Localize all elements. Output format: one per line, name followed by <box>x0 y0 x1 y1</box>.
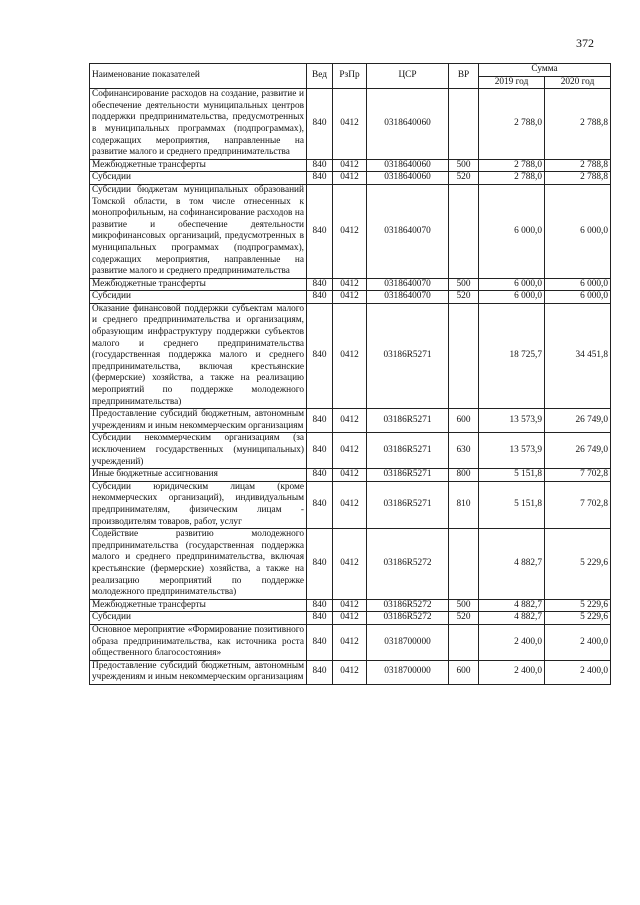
row-ved: 840 <box>307 481 333 528</box>
row-name: Оказание финансовой поддержки субъектам малого и среднего предпринимательства и организациям, образующим инфраструктуру поддержки субъектов малого и среднего предпринимательства (государственная поддержка малого и среднего предпринимательства, включая крестьянские (фермерские) хозяйства, а также на реализацию мероприятий по поддержке молодежного предпринимательства) <box>90 303 307 408</box>
row-sum-2019: 4 882,7 <box>479 529 545 600</box>
row-sum-2019: 13 573,9 <box>479 409 545 433</box>
row-vr: 600 <box>449 660 479 684</box>
row-sum-2019: 5 151,8 <box>479 469 545 482</box>
row-csr: 03186R5271 <box>367 409 449 433</box>
table-row <box>90 303 611 408</box>
row-sum-2020: 5 229,6 <box>545 612 611 625</box>
row-name: Софинансирование расходов на создание, развитие и обеспечение деятельности муниципальных центров поддержки предпринимательства, предусмотренных в муниципальных программах (подпрограммах), содержащих мероприятия, направленные на развитие малого и среднего предпринимательства <box>90 89 307 160</box>
row-csr: 0318700000 <box>367 660 449 684</box>
row-ved: 840 <box>307 660 333 684</box>
row-name: Субсидии юридическим лицам (кроме некоммерческих организаций), индивидуальным предпринимателям, физическим лицам - производителям товаров, работ, услуг <box>90 481 307 528</box>
row-vr: 520 <box>449 172 479 185</box>
row-ved: 840 <box>307 409 333 433</box>
row-rzpr: 0412 <box>333 303 367 408</box>
row-ved: 840 <box>307 184 333 278</box>
row-sum-2020: 6 000,0 <box>545 278 611 291</box>
row-vr: 520 <box>449 612 479 625</box>
row-rzpr: 0412 <box>333 612 367 625</box>
row-name: Предоставление субсидий бюджетным, автономным учреждениям и иным некоммерческим организациям <box>90 409 307 433</box>
row-csr: 03186R5271 <box>367 481 449 528</box>
row-csr: 03186R5271 <box>367 469 449 482</box>
row-sum-2020: 6 000,0 <box>545 184 611 278</box>
row-rzpr: 0412 <box>333 159 367 172</box>
row-vr <box>449 303 479 408</box>
row-sum-2019: 18 725,7 <box>479 303 545 408</box>
row-rzpr: 0412 <box>333 89 367 160</box>
row-sum-2020: 7 702,8 <box>545 469 611 482</box>
row-rzpr: 0412 <box>333 433 367 469</box>
row-rzpr: 0412 <box>333 529 367 600</box>
row-ved: 840 <box>307 159 333 172</box>
row-name: Межбюджетные трансферты <box>90 278 307 291</box>
row-sum-2019: 6 000,0 <box>479 278 545 291</box>
row-csr: 0318700000 <box>367 624 449 660</box>
table-row <box>90 481 611 528</box>
row-csr: 03186R5272 <box>367 529 449 600</box>
row-vr: 810 <box>449 481 479 528</box>
row-vr: 800 <box>449 469 479 482</box>
row-vr <box>449 529 479 600</box>
table-row <box>90 278 611 291</box>
row-vr: 630 <box>449 433 479 469</box>
header-2020: 2020 год <box>545 76 611 89</box>
row-ved: 840 <box>307 291 333 304</box>
row-sum-2019: 6 000,0 <box>479 184 545 278</box>
row-ved: 840 <box>307 624 333 660</box>
header-sum: Сумма <box>479 64 611 77</box>
row-rzpr: 0412 <box>333 599 367 612</box>
row-sum-2019: 2 400,0 <box>479 660 545 684</box>
row-vr <box>449 624 479 660</box>
row-rzpr: 0412 <box>333 172 367 185</box>
header-2019: 2019 год <box>479 76 545 89</box>
row-csr: 0318640070 <box>367 184 449 278</box>
row-vr: 500 <box>449 278 479 291</box>
row-sum-2020: 26 749,0 <box>545 409 611 433</box>
row-vr <box>449 184 479 278</box>
row-ved: 840 <box>307 529 333 600</box>
row-name: Межбюджетные трансферты <box>90 599 307 612</box>
row-csr: 03186R5272 <box>367 612 449 625</box>
row-rzpr: 0412 <box>333 624 367 660</box>
row-ved: 840 <box>307 172 333 185</box>
row-ved: 840 <box>307 469 333 482</box>
row-sum-2020: 34 451,8 <box>545 303 611 408</box>
row-sum-2019: 4 882,7 <box>479 612 545 625</box>
table-row <box>90 159 611 172</box>
row-vr: 520 <box>449 291 479 304</box>
table-row <box>90 599 611 612</box>
table-row <box>90 409 611 433</box>
table-row <box>90 184 611 278</box>
row-name: Содействие развитию молодежного предпринимательства (государственная поддержка малого и среднего предпринимательства, включая крестьянские (фермерские) хозяйства, а также на реализацию мероприятий по поддержке молодежного предпринимательства) <box>90 529 307 600</box>
header-vr: ВР <box>449 64 479 89</box>
table-row <box>90 172 611 185</box>
row-rzpr: 0412 <box>333 184 367 278</box>
row-sum-2020: 5 229,6 <box>545 599 611 612</box>
row-sum-2019: 6 000,0 <box>479 291 545 304</box>
table-row <box>90 660 611 684</box>
row-sum-2019: 13 573,9 <box>479 433 545 469</box>
row-ved: 840 <box>307 599 333 612</box>
row-sum-2020: 26 749,0 <box>545 433 611 469</box>
row-sum-2019: 2 788,0 <box>479 89 545 160</box>
header-csr: ЦСР <box>367 64 449 89</box>
row-rzpr: 0412 <box>333 481 367 528</box>
row-sum-2019: 4 882,7 <box>479 599 545 612</box>
row-ved: 840 <box>307 89 333 160</box>
table-row <box>90 529 611 600</box>
budget-table <box>89 63 611 685</box>
row-name: Иные бюджетные ассигнования <box>90 469 307 482</box>
row-name: Субсидии бюджетам муниципальных образований Томской области, в том числе отнесенных к монопрофильным, на софинансирование расходов на развитие и обеспечение деятельности микрофинансовых организаций, предусмотренных в муниципальных программах (подпрограммах), содержащих мероприятия, направленные на развитие малого и среднего предпринимательства <box>90 184 307 278</box>
header-rzpr: РзПр <box>333 64 367 89</box>
row-csr: 0318640070 <box>367 278 449 291</box>
page-number: 372 <box>576 36 594 50</box>
row-ved: 840 <box>307 433 333 469</box>
row-csr: 0318640060 <box>367 159 449 172</box>
row-csr: 0318640060 <box>367 89 449 160</box>
row-sum-2020: 2 400,0 <box>545 624 611 660</box>
row-sum-2020: 2 788,8 <box>545 159 611 172</box>
row-name: Субсидии некоммерческим организациям (за исключением государственных (муниципальных) учреждений) <box>90 433 307 469</box>
row-ved: 840 <box>307 612 333 625</box>
row-csr: 0318640060 <box>367 172 449 185</box>
row-csr: 03186R5271 <box>367 433 449 469</box>
header-name: Наименование показателей <box>90 64 307 89</box>
row-sum-2019: 2 788,0 <box>479 172 545 185</box>
table-row <box>90 433 611 469</box>
row-vr: 500 <box>449 599 479 612</box>
table-row <box>90 89 611 160</box>
row-ved: 840 <box>307 303 333 408</box>
row-rzpr: 0412 <box>333 469 367 482</box>
row-sum-2020: 2 788,8 <box>545 89 611 160</box>
table-row <box>90 624 611 660</box>
row-csr: 03186R5271 <box>367 303 449 408</box>
table-row <box>90 291 611 304</box>
row-vr: 500 <box>449 159 479 172</box>
row-name: Субсидии <box>90 172 307 185</box>
table-row <box>90 469 611 482</box>
header-ved: Вед <box>307 64 333 89</box>
row-csr: 0318640070 <box>367 291 449 304</box>
row-vr: 600 <box>449 409 479 433</box>
row-name: Предоставление субсидий бюджетным, автономным учреждениям и иным некоммерческим организациям <box>90 660 307 684</box>
row-sum-2020: 2 400,0 <box>545 660 611 684</box>
row-sum-2020: 5 229,6 <box>545 529 611 600</box>
table-row <box>90 612 611 625</box>
row-sum-2019: 2 788,0 <box>479 159 545 172</box>
row-sum-2020: 7 702,8 <box>545 481 611 528</box>
row-sum-2019: 5 151,8 <box>479 481 545 528</box>
row-vr <box>449 89 479 160</box>
row-csr: 03186R5272 <box>367 599 449 612</box>
row-rzpr: 0412 <box>333 660 367 684</box>
row-rzpr: 0412 <box>333 409 367 433</box>
row-sum-2020: 6 000,0 <box>545 291 611 304</box>
row-name: Субсидии <box>90 291 307 304</box>
row-ved: 840 <box>307 278 333 291</box>
row-name: Основное мероприятие «Формирование позитивного образа предпринимательства, как источника роста общественного благосостояния» <box>90 624 307 660</box>
row-sum-2019: 2 400,0 <box>479 624 545 660</box>
row-name: Субсидии <box>90 612 307 625</box>
row-sum-2020: 2 788,8 <box>545 172 611 185</box>
row-rzpr: 0412 <box>333 291 367 304</box>
row-name: Межбюджетные трансферты <box>90 159 307 172</box>
row-rzpr: 0412 <box>333 278 367 291</box>
